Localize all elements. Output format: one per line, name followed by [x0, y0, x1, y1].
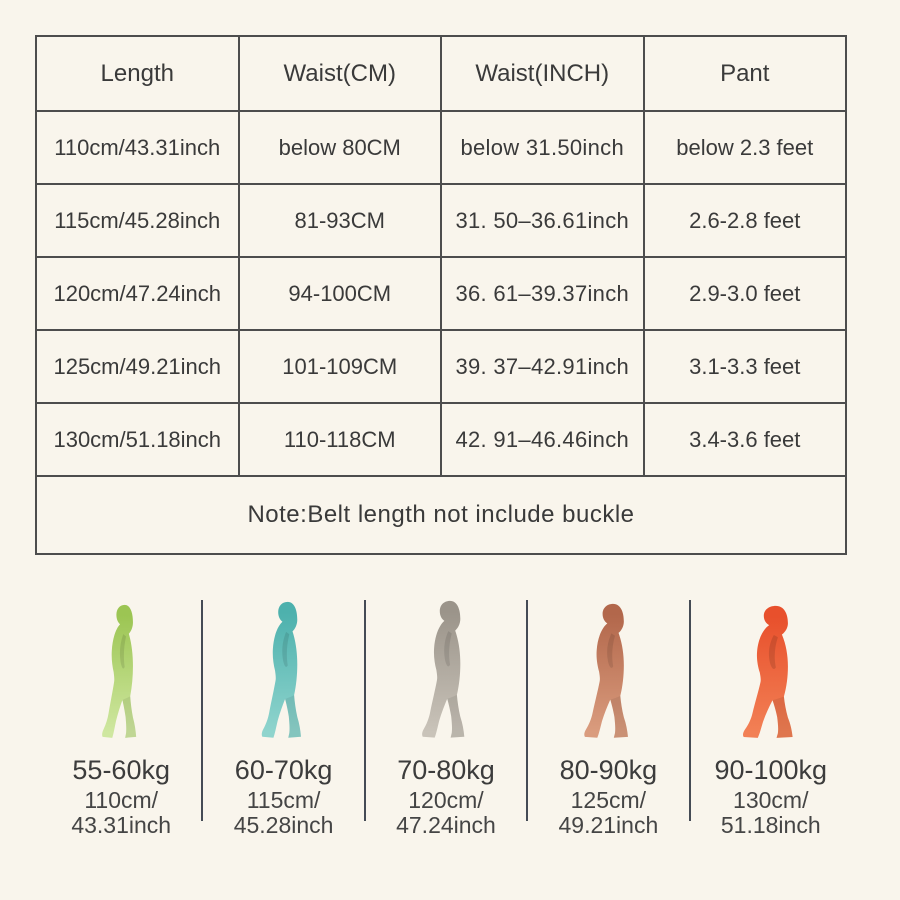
cell-length: 110cm/43.31inch: [36, 111, 239, 184]
cell-length: 125cm/49.21inch: [36, 330, 239, 403]
weight-figures-section: [40, 596, 852, 838]
table-row: [36, 111, 846, 184]
heaviest-person-icon: [737, 603, 804, 744]
cell-pant: 2.9-3.0 feet: [644, 257, 847, 330]
table-row: [36, 184, 846, 257]
cell-waist-inch: 42. 91–46.46inch: [441, 403, 644, 476]
heavy-person-icon: [417, 598, 474, 744]
table-row: [36, 330, 846, 403]
figure-stage: [365, 596, 527, 744]
note-text: Note:Belt length not include buckle: [36, 476, 846, 554]
cell-waist-cm: 81-93CM: [239, 184, 442, 257]
col-header-waist-inch: Waist(INCH): [441, 36, 644, 111]
cell-waist-cm: 110-118CM: [239, 403, 442, 476]
cell-length: 115cm/45.28inch: [36, 184, 239, 257]
cell-length: 120cm/47.24inch: [36, 257, 239, 330]
col-header-waist-cm: Waist(CM): [239, 36, 442, 111]
figure-column-60-70kg: [202, 596, 364, 838]
length-cm-label: 130cm/: [733, 787, 809, 813]
figure-stage: [527, 596, 689, 744]
weight-range-label: 80-90kg: [559, 755, 658, 785]
length-cm-label: 125cm/: [570, 787, 647, 813]
length-cm-label: 110cm/: [84, 787, 159, 813]
length-cm-label: 115cm/: [246, 787, 321, 813]
slim-person-icon: [98, 602, 144, 744]
weight-range-label: 90-100kg: [714, 755, 828, 785]
cell-waist-cm: 94-100CM: [239, 257, 442, 330]
size-table: [35, 35, 847, 555]
length-inch-label: 47.24inch: [396, 812, 496, 838]
figure-column-55-60kg: [40, 596, 202, 838]
cell-pant: below 2.3 feet: [644, 111, 847, 184]
figure-stage: [202, 596, 364, 744]
cell-length: 130cm/51.18inch: [36, 403, 239, 476]
figure-stage: [690, 596, 852, 744]
weight-range-label: 55-60kg: [72, 755, 170, 785]
figure-column-70-80kg: [365, 596, 527, 838]
length-cm-label: 120cm/: [408, 787, 484, 813]
cell-pant: 2.6-2.8 feet: [644, 184, 847, 257]
length-inch-label: 49.21inch: [558, 812, 659, 838]
figure-stage: [40, 596, 202, 744]
length-inch-label: 45.28inch: [233, 812, 334, 838]
cell-pant: 3.1-3.3 feet: [644, 330, 847, 403]
col-header-length: Length: [36, 36, 239, 111]
cell-waist-cm: below 80CM: [239, 111, 442, 184]
length-inch-label: 43.31inch: [71, 812, 172, 838]
length-inch-label: 51.18inch: [720, 812, 821, 838]
table-header-row: [36, 36, 846, 111]
weight-range-label: 60-70kg: [234, 755, 333, 785]
col-header-pant: Pant: [644, 36, 847, 111]
cell-waist-inch: 31. 50–36.61inch: [441, 184, 644, 257]
cell-waist-inch: 36. 61–39.37inch: [441, 257, 644, 330]
figure-column-80-90kg: [527, 596, 689, 838]
figure-column-90-100kg: [690, 596, 852, 838]
table-row: [36, 257, 846, 330]
cell-pant: 3.4-3.6 feet: [644, 403, 847, 476]
weight-range-label: 70-80kg: [397, 755, 495, 785]
cell-waist-inch: 39. 37–42.91inch: [441, 330, 644, 403]
cell-waist-cm: 101-109CM: [239, 330, 442, 403]
heavier-person-icon: [579, 601, 638, 744]
table-note-row: [36, 476, 846, 554]
medium-person-icon: [257, 599, 310, 744]
cell-waist-inch: below 31.50inch: [441, 111, 644, 184]
table-row: [36, 403, 846, 476]
